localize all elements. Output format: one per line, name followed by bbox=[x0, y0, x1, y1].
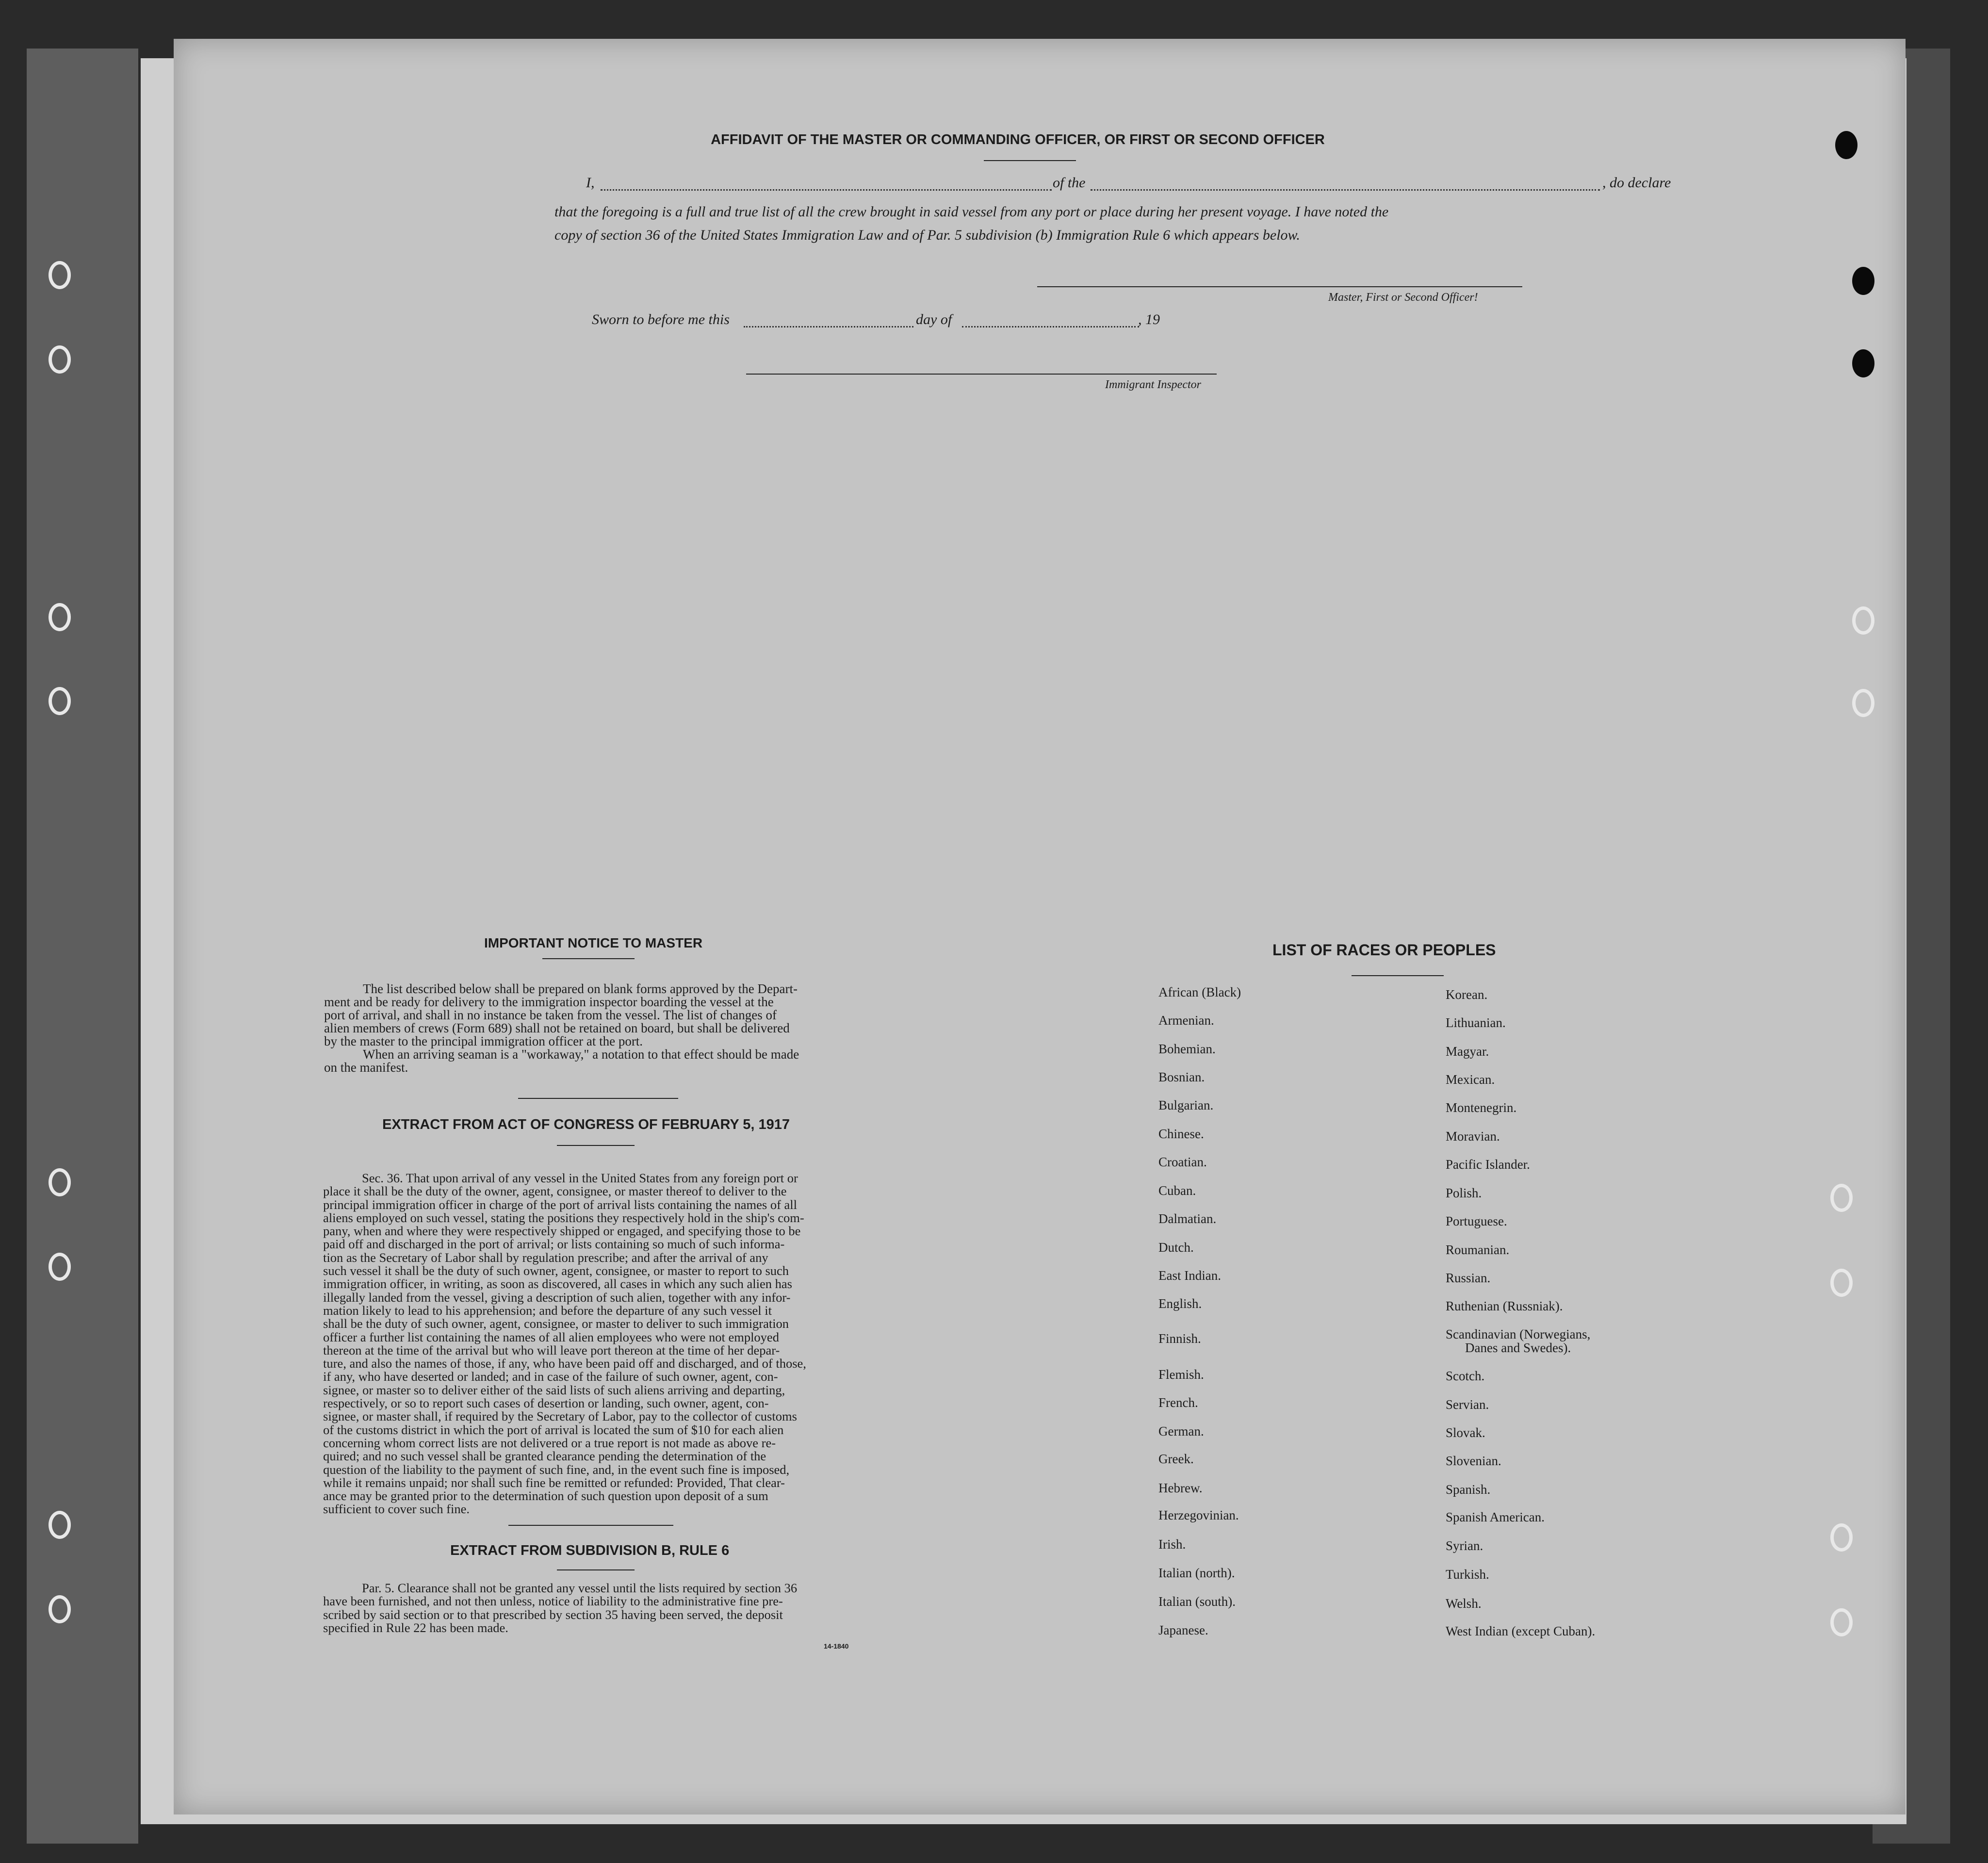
master-signature-line bbox=[1037, 286, 1522, 287]
act-line: principal immigration officer in charge of the port of arrival lists containing the names of all bbox=[323, 1197, 798, 1212]
race-item: Spanish American. bbox=[1446, 1510, 1545, 1524]
rule-line: have been furnished, and not then unless, notice of liability to the administrative fine pre- bbox=[323, 1594, 783, 1609]
race-item: Greek. bbox=[1158, 1452, 1194, 1466]
race-item: Slovenian. bbox=[1446, 1454, 1501, 1468]
race-item: Mexican. bbox=[1446, 1072, 1495, 1087]
binder-hole bbox=[49, 345, 71, 374]
extract-rule-title: EXTRACT FROM SUBDIVISION B, RULE 6 bbox=[450, 1543, 730, 1558]
master-signature-label: Master, First or Second Officer! bbox=[1328, 291, 1478, 304]
race-item: Flemish. bbox=[1158, 1367, 1204, 1382]
race-item: Cuban. bbox=[1158, 1183, 1196, 1198]
race-item: Herzegovinian. bbox=[1158, 1508, 1239, 1522]
punch-hole bbox=[1852, 349, 1874, 377]
race-item: Hebrew. bbox=[1158, 1481, 1203, 1495]
race-item: Ruthenian (Russniak). bbox=[1446, 1299, 1563, 1313]
title-underline bbox=[984, 160, 1076, 161]
act-line: quired; and no such vessel shall be granted clearance pending the determination of the bbox=[323, 1449, 766, 1464]
act-line: aliens employed on such vessel, stating the positions they respectively hold in the ship's com- bbox=[323, 1210, 804, 1225]
race-item: Croatian. bbox=[1158, 1155, 1207, 1169]
extract-act-title: EXTRACT FROM ACT OF CONGRESS OF FEBRUARY 5, 1917 bbox=[382, 1117, 790, 1132]
act-line: officer a further list containing the names of all alien employees who were not employed bbox=[323, 1329, 779, 1344]
notice-text bbox=[324, 982, 901, 1074]
race-item: West Indian (except Cuban). bbox=[1446, 1624, 1596, 1638]
race-item: Portuguese. bbox=[1446, 1214, 1507, 1228]
binder-hole bbox=[49, 687, 71, 715]
races-title: LIST OF RACES OR PEOPLES bbox=[1272, 941, 1496, 959]
punch-hole bbox=[1830, 1184, 1853, 1212]
race-item: Roumanian. bbox=[1446, 1242, 1510, 1257]
race-item: Bohemian. bbox=[1158, 1042, 1216, 1056]
punch-hole bbox=[1852, 606, 1874, 635]
act-line: while it remains unpaid; nor shall such fine be remitted or refunded: Provided, That clear- bbox=[323, 1475, 785, 1490]
race-item: Korean. bbox=[1446, 987, 1488, 1002]
year-label: , 19 bbox=[1138, 311, 1160, 327]
act-line: question of the liability to the payment of such fine, and, in the event such fine is imposed, bbox=[323, 1462, 790, 1477]
race-item: Welsh. bbox=[1446, 1596, 1482, 1611]
rule-line: scribed by said section or to that prescribed by section 35 having been served, the deposit bbox=[323, 1607, 783, 1622]
race-item: Pacific Islander. bbox=[1446, 1157, 1530, 1172]
affidavit-title: AFFIDAVIT OF THE MASTER OR COMMANDING OFFICER, OR FIRST OR SECOND OFFICER bbox=[711, 132, 1325, 147]
race-item: Finnish. bbox=[1158, 1331, 1201, 1346]
act-line: shall be the duty of such owner, agent, consignee, or master to deliver to such immigration bbox=[323, 1316, 789, 1331]
race-item: Montenegrin. bbox=[1446, 1100, 1517, 1115]
race-item: Spanish. bbox=[1446, 1482, 1491, 1497]
race-item: Servian. bbox=[1446, 1397, 1489, 1412]
notice-underline bbox=[542, 958, 635, 959]
form-number: 14-1840 bbox=[824, 1642, 849, 1650]
race-item: Armenian. bbox=[1158, 1013, 1214, 1028]
notice-line: ment and be ready for delivery to the immigration inspector boarding the vessel at the bbox=[324, 995, 774, 1009]
race-item: Irish. bbox=[1158, 1537, 1186, 1552]
notice-line: alien members of crews (Form 689) shall not be retained on board, but shall be delivered bbox=[324, 1021, 790, 1035]
race-item: Polish. bbox=[1446, 1186, 1482, 1200]
race-item: Scotch. bbox=[1446, 1369, 1485, 1383]
race-item: Syrian. bbox=[1446, 1538, 1483, 1553]
punch-hole bbox=[1852, 689, 1874, 717]
race-item: Japanese. bbox=[1158, 1623, 1208, 1637]
do-declare-label: , do declare bbox=[1602, 175, 1671, 191]
sworn-day-field[interactable] bbox=[744, 315, 913, 327]
act-line: respectively, or so to report such cases of desertion or landing, such owner, agent, con- bbox=[323, 1396, 769, 1411]
binder-hole bbox=[49, 603, 71, 631]
act-line: mation likely to lead to his apprehension; and before the departure of any such vessel it bbox=[323, 1303, 772, 1318]
race-item: Moravian. bbox=[1446, 1129, 1500, 1144]
affidavit-line-3: copy of section 36 of the United States Immigration Law and of Par. 5 subdivision (b) Immigration Rule 6 which appears below. bbox=[554, 227, 1300, 243]
race-item: French. bbox=[1158, 1395, 1198, 1410]
notice-line: The list described below shall be prepared on blank forms approved by the Depart- bbox=[363, 981, 798, 996]
rule-line: specified in Rule 22 has been made. bbox=[323, 1620, 508, 1635]
race-item: Danes and Swedes). bbox=[1465, 1340, 1571, 1355]
punch-hole bbox=[1830, 1523, 1853, 1552]
race-item: Slovak. bbox=[1446, 1425, 1485, 1440]
race-item: German. bbox=[1158, 1424, 1204, 1438]
notice-line: port of arrival, and shall in no instance be taken from the vessel. The list of changes of bbox=[324, 1008, 777, 1022]
rule-line: Par. 5. Clearance shall not be granted any vessel until the lists required by section 36 bbox=[362, 1581, 798, 1595]
binder-hole bbox=[49, 1511, 71, 1539]
act-divider bbox=[508, 1525, 673, 1526]
act-line: of the customs district in which the port of arrival is located the sum of $10 for each alien bbox=[323, 1422, 784, 1437]
sworn-label: Sworn to before me this bbox=[592, 311, 730, 327]
extract-rule-underline bbox=[557, 1569, 635, 1570]
act-line: illegally landed from the vessel, giving a description of such alien, together with any infor- bbox=[323, 1290, 791, 1305]
race-item: Dutch. bbox=[1158, 1240, 1194, 1255]
race-item: Scandinavian (Norwegians, bbox=[1446, 1327, 1591, 1341]
punch-hole bbox=[1830, 1269, 1853, 1297]
act-line: immigration officer, in writing, as soon as discovered, all cases in which any such alien has bbox=[323, 1276, 792, 1291]
act-line: paid off and discharged in the port of arrival; or lists containing so much of such informa- bbox=[323, 1237, 785, 1252]
act-line: if any, who have deserted or landed; and in case of the failure of such owner, agent, con- bbox=[323, 1369, 778, 1384]
act-line: signee, or master shall, if required by the Secretary of Labor, pay to the collector of customs bbox=[323, 1409, 797, 1424]
sworn-month-field[interactable] bbox=[962, 315, 1139, 327]
act-line: tion as the Secretary of Labor shall by regulation prescribe; and after the arrival of any bbox=[323, 1250, 768, 1265]
notice-divider bbox=[518, 1098, 678, 1099]
act-line: thereon at the time of the arrival but who will leave port thereon at the time of her depar- bbox=[323, 1342, 780, 1357]
race-item: Chinese. bbox=[1158, 1127, 1204, 1141]
act-line: Sec. 36. That upon arrival of any vessel in the United States from any foreign port or bbox=[362, 1171, 798, 1185]
inspector-signature-line bbox=[746, 374, 1217, 375]
act-line: ture, and also the names of those, if any, who have been paid off and discharged, and of those, bbox=[323, 1356, 806, 1371]
act-line: signee, or master so to deliver either of the said lists of such aliens arriving and departing, bbox=[323, 1382, 785, 1397]
binder-edge-left bbox=[27, 49, 138, 1844]
name-field[interactable] bbox=[601, 179, 1052, 191]
affidavit-line-2: that the foregoing is a full and true list of all the crew brought in said vessel from any port or place during her present voyage. I have noted the bbox=[554, 204, 1389, 220]
extract-rule-text bbox=[323, 1582, 903, 1634]
punch-hole bbox=[1852, 267, 1874, 295]
race-item: Bulgarian. bbox=[1158, 1098, 1214, 1112]
race-item: Bosnian. bbox=[1158, 1070, 1205, 1084]
manifest-page bbox=[174, 39, 1906, 1814]
act-line: concerning whom correct lists are not delivered or a true report is not made as above re- bbox=[323, 1435, 776, 1450]
races-underline bbox=[1352, 975, 1444, 976]
act-line: such vessel it shall be the duty of such owner, agent, consignee, or master to report to such bbox=[323, 1263, 789, 1278]
extract-act-underline bbox=[557, 1145, 635, 1146]
race-item: Turkish. bbox=[1446, 1567, 1489, 1582]
binder-hole bbox=[49, 261, 71, 289]
binder-hole bbox=[49, 1253, 71, 1281]
of-the-label: of the bbox=[1053, 175, 1086, 191]
act-line: place it shall be the duty of the owner, agent, consignee, or master thereof to deliver to the bbox=[323, 1184, 787, 1199]
punch-hole bbox=[1830, 1608, 1853, 1636]
race-item: Italian (south). bbox=[1158, 1594, 1236, 1609]
inspector-label: Immigrant Inspector bbox=[1105, 378, 1201, 391]
race-item: African (Black) bbox=[1158, 985, 1241, 999]
i-label: I, bbox=[586, 175, 595, 191]
extract-act-text bbox=[323, 1172, 903, 1516]
binder-hole bbox=[49, 1168, 71, 1196]
race-item: East Indian. bbox=[1158, 1268, 1221, 1283]
notice-line: on the manifest. bbox=[324, 1060, 408, 1075]
act-line: sufficient to cover such fine. bbox=[323, 1502, 470, 1517]
vessel-field[interactable] bbox=[1091, 179, 1600, 191]
race-item: Russian. bbox=[1446, 1271, 1491, 1285]
race-item: Italian (north). bbox=[1158, 1566, 1235, 1580]
race-item: Lithuanian. bbox=[1446, 1015, 1506, 1030]
notice-line: by the master to the principal immigration officer at the port. bbox=[324, 1034, 643, 1048]
race-item: English. bbox=[1158, 1296, 1202, 1311]
race-item: Magyar. bbox=[1446, 1044, 1489, 1059]
notice-line: When an arriving seaman is a "workaway," a notation to that effect should be made bbox=[363, 1047, 799, 1062]
binder-hole bbox=[49, 1595, 71, 1623]
act-line: pany, when and where they were respectively shipped or engaged, and specifying those to be bbox=[323, 1224, 801, 1239]
notice-title: IMPORTANT NOTICE TO MASTER bbox=[484, 935, 703, 950]
act-line: ance may be granted prior to the determination of such question upon deposit of a sum bbox=[323, 1488, 768, 1503]
day-of-label: day of bbox=[916, 311, 952, 327]
race-item: Dalmatian. bbox=[1158, 1211, 1217, 1226]
